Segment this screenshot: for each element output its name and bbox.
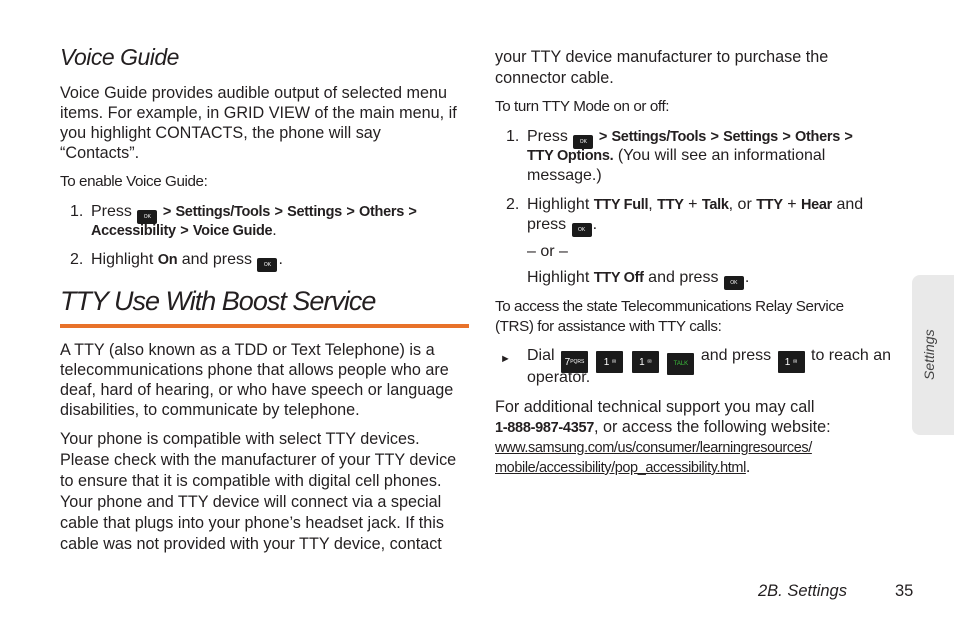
voicemail-icon: ✉ — [612, 359, 617, 365]
step-text: Highlight — [527, 196, 590, 213]
key-letters: PQRS — [570, 359, 585, 365]
key-1-icon — [778, 351, 805, 373]
tty-line: cable was not provided with your TTY device, contact — [60, 535, 442, 553]
menu-path: Settings/Tools — [175, 204, 271, 220]
support-link[interactable]: www.samsung.com/us/consumer/learningresources/ — [495, 440, 812, 456]
trs-lead-line: To access the state Telecommunications Relay Service — [495, 298, 844, 315]
voicemail-icon: ✉ — [647, 359, 652, 365]
option-label: Hear — [800, 197, 833, 213]
menu-path: Settings — [287, 204, 342, 220]
support-url-line — [495, 457, 750, 479]
key-digit: 1 — [639, 357, 645, 368]
step-text: to reach an — [811, 347, 892, 364]
punctuation: . — [272, 222, 277, 239]
punctuation: . — [592, 216, 598, 233]
menu-path: Settings — [723, 129, 778, 145]
step-number: 1. — [506, 128, 520, 145]
tty-line: cable that plugs into your phone’s headset jack. If this — [60, 514, 444, 532]
talk-key-icon: TALK — [667, 353, 694, 375]
key-1-icon — [596, 351, 623, 373]
step-text: (You will see an informational — [617, 147, 826, 164]
step-number: 2. — [70, 251, 84, 268]
ok-key-icon: OK — [724, 276, 744, 290]
support-line: For additional technical support you may call — [495, 398, 815, 416]
path-separator: > — [274, 204, 283, 220]
voice-guide-heading: Voice Guide — [60, 44, 179, 70]
support-text: , or access the following website: — [594, 418, 831, 436]
tty-line: Your phone is compatible with select TTY devices. — [60, 430, 420, 448]
option-label: Talk — [701, 197, 729, 213]
punctuation: . — [745, 458, 751, 476]
menu-path: Settings/Tools — [611, 129, 707, 145]
or-separator: – or – — [527, 243, 568, 260]
bullet-icon: ► — [500, 353, 511, 365]
voice-guide-line: you highlight CONTACTS, the phone will say — [60, 124, 381, 142]
voicemail-icon: ✉ — [793, 359, 798, 365]
tty-line: to ensure that it is compatible with digital cell phones. — [60, 472, 442, 490]
path-separator: > — [180, 223, 189, 239]
punctuation: . — [744, 269, 750, 286]
step-text: and press — [700, 347, 772, 364]
voice-guide-line: Voice Guide provides audible output of selected menu — [60, 84, 447, 102]
heading-rule — [60, 324, 469, 328]
key-digit: 1 — [784, 357, 791, 368]
path-separator: > — [844, 129, 853, 145]
tty-line: Please check with the manufacturer of your TTY device — [60, 451, 457, 469]
trs-lead-line: (TRS) for assistance with TTY calls: — [495, 318, 722, 335]
tty-line: Your phone and TTY device will connect via a special — [60, 493, 442, 511]
tty-off-alt — [527, 268, 749, 290]
tty-line: disabilities, to communicate by telephone. — [60, 401, 360, 419]
menu-path: Voice Guide — [192, 223, 273, 239]
path-separator: > — [408, 204, 417, 220]
tty-cont-line: connector cable. — [495, 69, 614, 87]
option-label: TTY Full — [593, 197, 649, 213]
punctuation: . — [278, 251, 283, 268]
section-tab-label: Settings — [921, 329, 937, 380]
step-text: press — [527, 216, 567, 233]
option-label: On — [157, 252, 178, 268]
path-separator: > — [782, 129, 791, 145]
tty-line: deaf, hard of hearing, or who have speech or language — [60, 381, 454, 399]
voice-guide-lead: To enable Voice Guide: — [60, 173, 208, 190]
path-separator: > — [346, 204, 355, 220]
menu-path: TTY Options. — [527, 148, 614, 164]
step-number: 2. — [506, 196, 520, 213]
key-digit: 7 — [564, 357, 571, 368]
ok-key-icon: OK — [257, 258, 277, 272]
option-label: TTY Off — [593, 270, 644, 286]
step-text: and press — [181, 251, 252, 268]
plus-sign: + — [787, 196, 797, 213]
step-text: Highlight — [91, 251, 154, 268]
step-text: , or — [728, 196, 752, 213]
step-text: and press — [648, 269, 719, 286]
step-text: operator. — [527, 369, 591, 386]
footer-section: 2B. Settings — [758, 582, 847, 600]
punctuation: , — [648, 196, 653, 213]
menu-path: Others — [359, 204, 404, 220]
step-text: Dial — [527, 347, 555, 364]
plus-sign: + — [688, 196, 698, 213]
menu-path: Others — [795, 129, 840, 145]
key-1-icon — [632, 351, 659, 373]
ok-key-icon: OK — [572, 223, 592, 237]
step-number: 1. — [70, 203, 84, 220]
step-text: and — [836, 196, 864, 213]
voice-guide-line: “Contacts”. — [60, 144, 140, 162]
support-url-line — [495, 437, 812, 459]
step-text: Press — [527, 128, 568, 145]
support-link[interactable]: mobile/accessibility/pop_accessibility.html — [495, 460, 746, 476]
support-line-2 — [495, 417, 831, 439]
support-phone[interactable]: 1-888-987-4357 — [495, 420, 594, 436]
page-number: 35 — [895, 582, 914, 600]
step-text: Highlight — [527, 269, 590, 286]
tty-heading: TTY Use With Boost Service — [60, 286, 376, 316]
tty-line: A TTY (also known as a TDD or Text Telephone) is a — [60, 341, 435, 359]
option-label: TTY — [756, 197, 783, 213]
voice-guide-line: items. For example, in GRID VIEW of the main menu, if — [60, 104, 457, 122]
ok-key-icon: OK — [573, 135, 593, 149]
tty-lead: To turn TTY Mode on or off: — [495, 98, 670, 115]
path-separator: > — [598, 129, 607, 145]
tty-cont-line: your TTY device manufacturer to purchase the — [495, 48, 829, 66]
path-separator: > — [162, 204, 171, 220]
menu-path: Accessibility — [91, 223, 176, 239]
ok-key-icon: OK — [137, 210, 157, 224]
option-label: TTY — [657, 197, 684, 213]
path-separator: > — [710, 129, 719, 145]
tty-line: telecommunications phone that allows people who are — [60, 361, 449, 379]
key-digit: 1 — [603, 357, 610, 368]
step-text: message.) — [527, 167, 602, 184]
step-text: Press — [91, 203, 132, 220]
